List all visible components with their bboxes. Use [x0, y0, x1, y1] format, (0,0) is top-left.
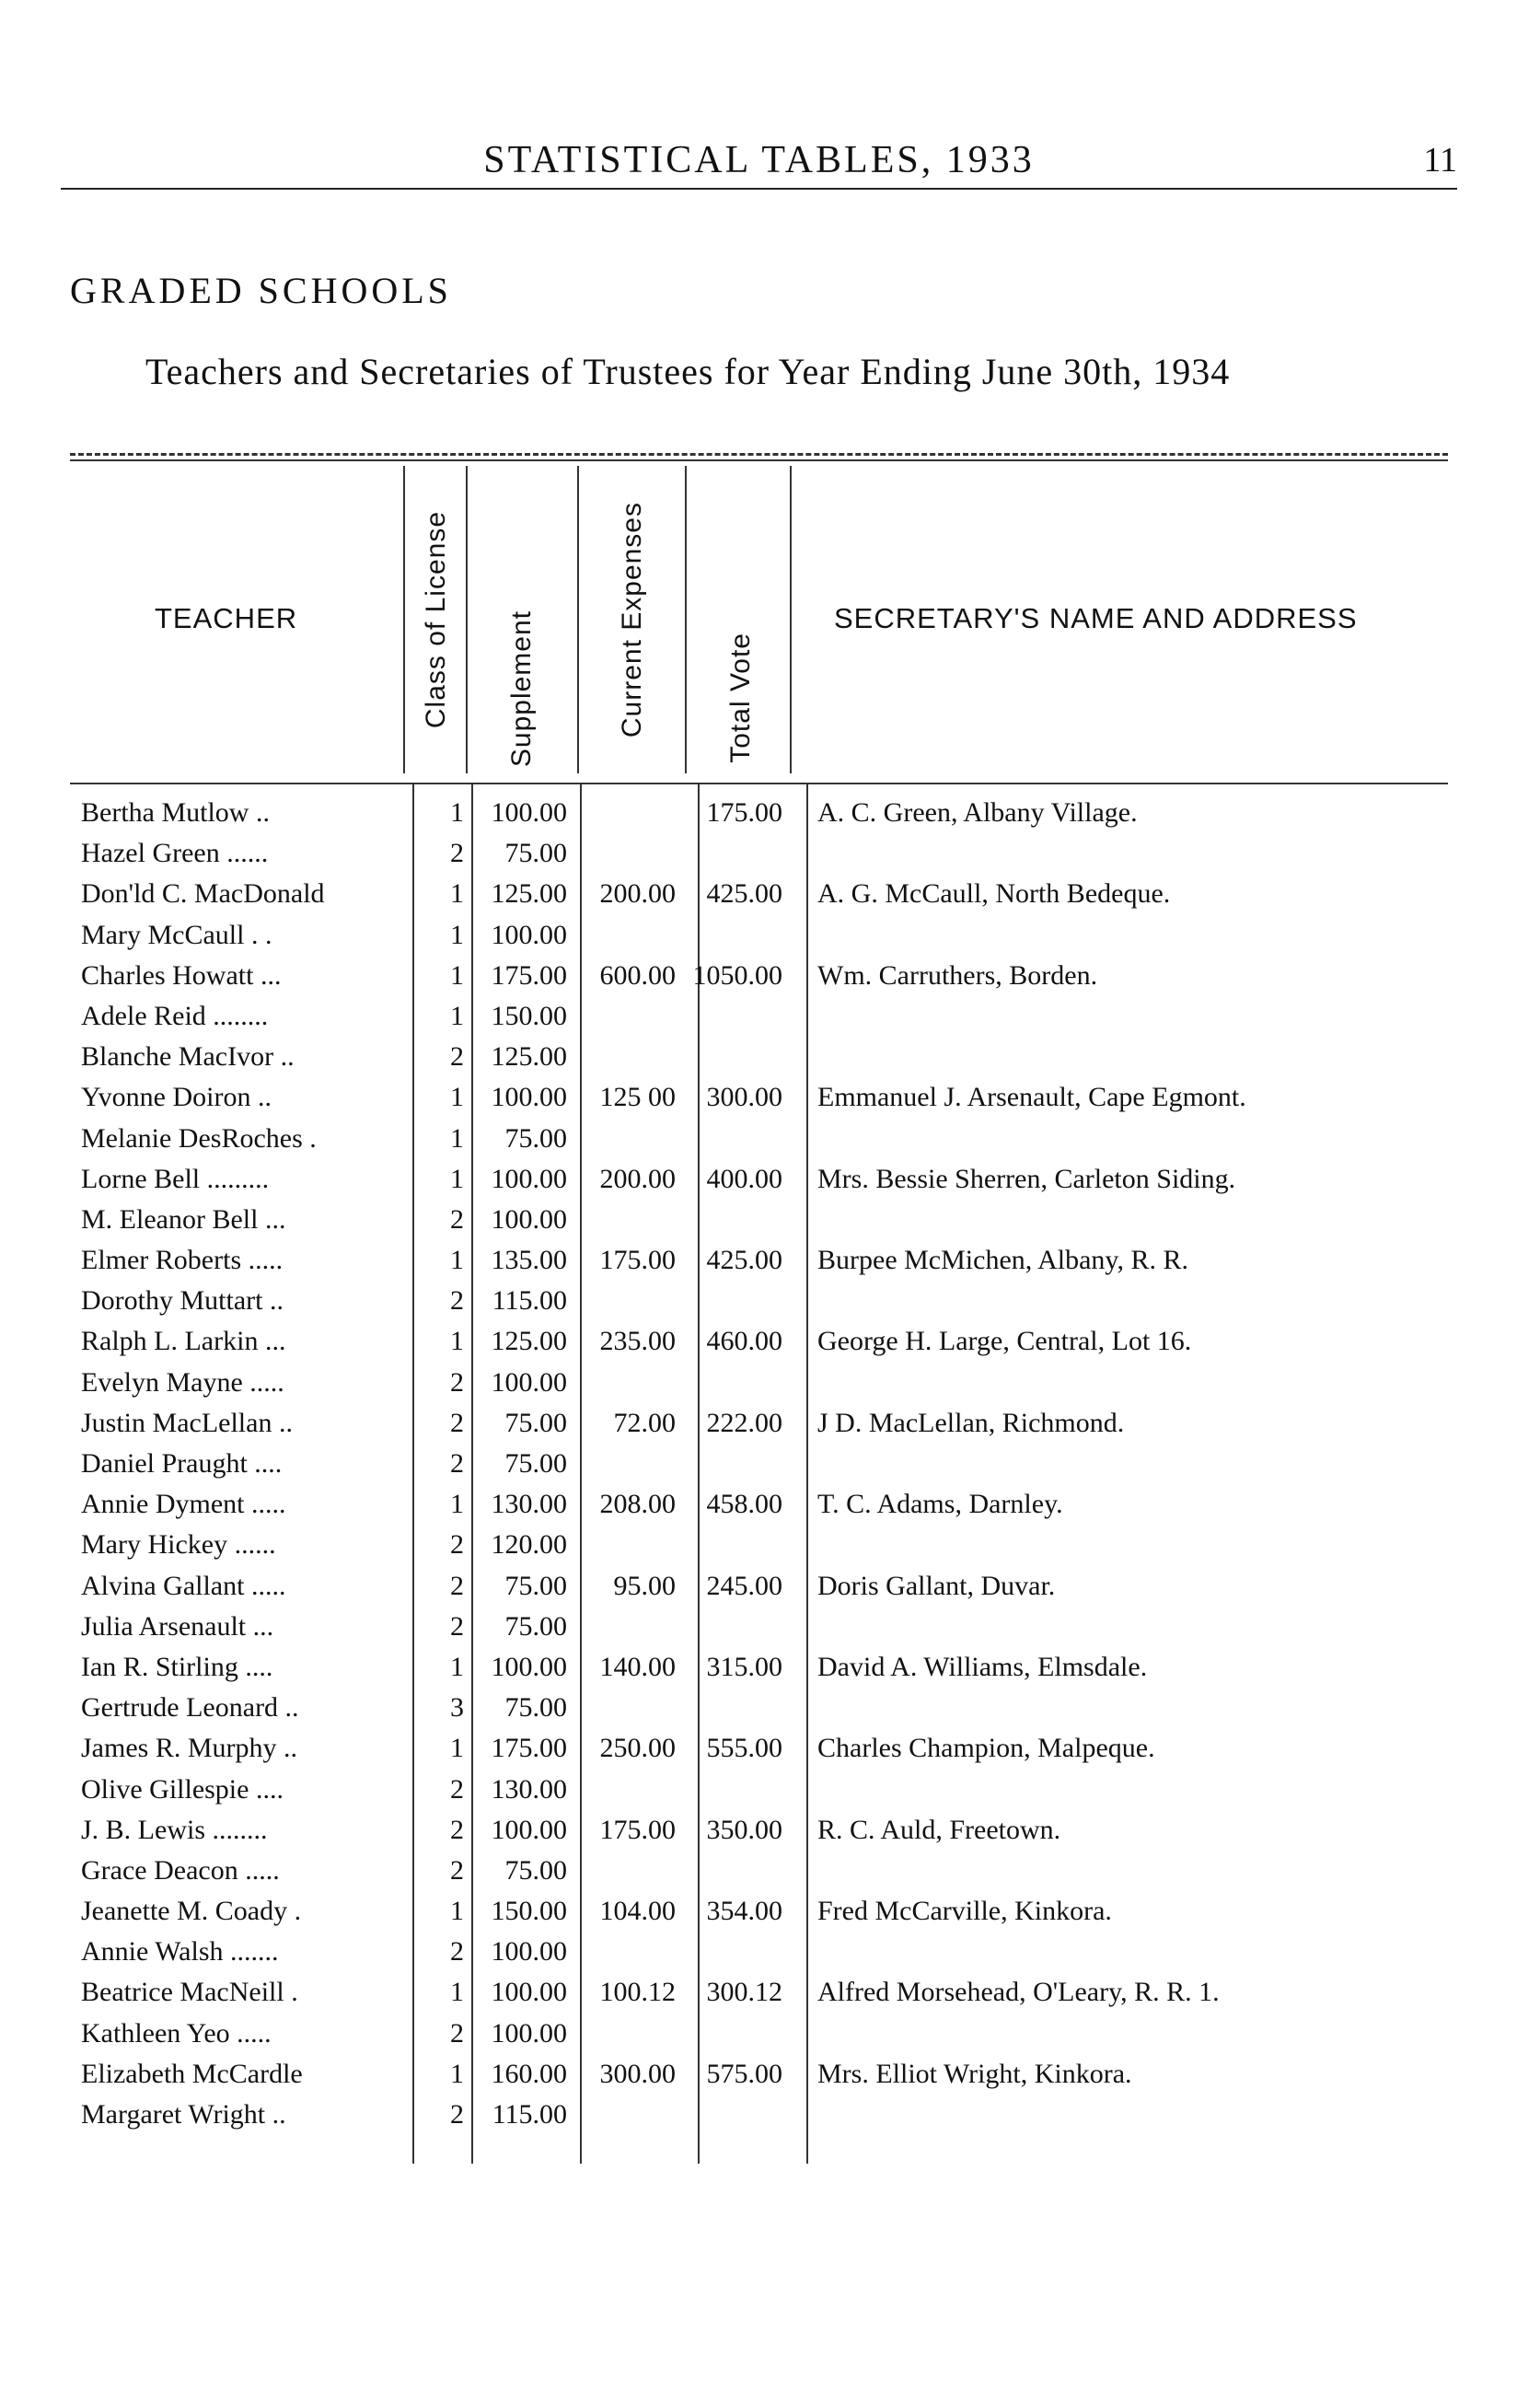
- cell-total-vote: 245.00: [706, 1570, 782, 1601]
- cell-total-vote: 460.00: [706, 1326, 782, 1357]
- cell-current-expenses: 125 00: [599, 1082, 676, 1113]
- cell-current-expenses: 250.00: [599, 1733, 676, 1764]
- column-header-supplement-wrap: [471, 466, 573, 773]
- cell-class: 1: [450, 1122, 464, 1154]
- cell-class: 2: [450, 838, 464, 869]
- cell-total-vote: 425.00: [706, 1245, 782, 1276]
- cell-teacher: Elizabeth McCardle: [81, 2058, 303, 2089]
- cell-supplement: 175.00: [491, 959, 567, 991]
- cell-class: 2: [450, 1041, 464, 1073]
- cell-teacher: Don'ld C. MacDonald: [81, 878, 325, 910]
- cell-supplement: 150.00: [491, 1896, 567, 1927]
- cell-supplement: 130.00: [491, 1773, 567, 1805]
- cell-teacher: Ian R. Stirling ....: [81, 1651, 273, 1682]
- table-row: [70, 1237, 1451, 1278]
- cell-teacher: Elmer Roberts .....: [81, 1245, 284, 1276]
- table-row: [70, 1034, 1451, 1074]
- cell-secretary: Burpee McMichen, Albany, R. R.: [817, 1245, 1188, 1276]
- table-row: [70, 1848, 1451, 1888]
- cell-supplement: 100.00: [491, 1366, 567, 1398]
- cell-current-expenses: 200.00: [599, 878, 676, 910]
- cell-supplement: 100.00: [491, 1082, 567, 1113]
- table-row: [70, 912, 1451, 953]
- table-subtitle: Teachers and Secretaries of Trustees for Year Ending June 30th, 1934: [145, 351, 1231, 392]
- table-row: [70, 1522, 1451, 1562]
- cell-teacher: Ralph L. Larkin ...: [81, 1326, 286, 1357]
- column-header-current-wrap: [582, 466, 683, 773]
- cell-class: 2: [450, 1529, 464, 1561]
- cell-total-vote: 300.12: [706, 1977, 782, 2008]
- cell-class: 2: [450, 1448, 464, 1479]
- cell-class: 1: [450, 797, 464, 828]
- cell-teacher: Alvina Gallant .....: [81, 1570, 286, 1601]
- cell-supplement: 100.00: [491, 1163, 567, 1194]
- cell-teacher: Mary Hickey ......: [81, 1529, 276, 1561]
- table-row: [70, 2011, 1451, 2051]
- cell-class: 2: [450, 2099, 464, 2130]
- cell-teacher: James R. Murphy ..: [81, 1733, 297, 1764]
- cell-supplement: 125.00: [491, 1041, 567, 1073]
- table-row: [70, 871, 1451, 911]
- table-row: [70, 1929, 1451, 1969]
- cell-secretary: J D. MacLellan, Richmond.: [817, 1407, 1125, 1438]
- cell-teacher: Olive Gillespie ....: [81, 1773, 284, 1805]
- cell-supplement: 125.00: [491, 878, 567, 910]
- cell-secretary: Mrs. Elliot Wright, Kinkora.: [817, 2058, 1132, 2089]
- column-divider: [466, 466, 468, 773]
- table-row: [70, 993, 1451, 1034]
- table-row: [70, 1197, 1451, 1237]
- cell-secretary: Fred McCarville, Kinkora.: [817, 1896, 1112, 1927]
- table-row: [70, 830, 1451, 871]
- cell-teacher: Daniel Praught ....: [81, 1448, 283, 1479]
- cell-total-vote: 555.00: [706, 1733, 782, 1764]
- table-row: [70, 1318, 1451, 1359]
- cell-supplement: 100.00: [491, 1977, 567, 2008]
- cell-current-expenses: 100.12: [599, 1977, 676, 2008]
- cell-teacher: Bertha Mutlow ..: [81, 797, 270, 828]
- table-row: [70, 1278, 1451, 1318]
- cell-supplement: 75.00: [504, 1448, 567, 1479]
- cell-supplement: 100.00: [491, 1814, 567, 1845]
- table-row: [70, 1563, 1451, 1604]
- cell-current-expenses: 600.00: [599, 959, 676, 991]
- column-header-supplement: Supplement: [506, 609, 537, 768]
- cell-current-expenses: 72.00: [613, 1407, 676, 1438]
- cell-total-vote: 222.00: [706, 1407, 782, 1438]
- cell-class: 1: [450, 1651, 464, 1682]
- cell-supplement: 120.00: [491, 1529, 567, 1561]
- cell-current-expenses: 175.00: [599, 1245, 676, 1276]
- cell-teacher: Hazel Green ......: [81, 838, 269, 869]
- table-body: [70, 790, 1451, 2132]
- table-row: [70, 2092, 1451, 2132]
- cell-secretary: A. C. Green, Albany Village.: [817, 797, 1138, 828]
- column-divider: [685, 466, 687, 773]
- cell-class: 1: [450, 1245, 464, 1276]
- page-number: 11: [1423, 141, 1457, 180]
- cell-current-expenses: 235.00: [599, 1326, 676, 1357]
- cell-supplement: 75.00: [504, 1692, 567, 1724]
- cell-teacher: Blanche MacIvor ..: [81, 1041, 295, 1073]
- table-row: [70, 1360, 1451, 1400]
- cell-teacher: Kathleen Yeo .....: [81, 2017, 272, 2049]
- table-row: [70, 953, 1451, 993]
- cell-secretary: Alfred Morsehead, O'Leary, R. R. 1.: [817, 1977, 1220, 2008]
- column-divider: [577, 466, 579, 773]
- table-row: [70, 1888, 1451, 1929]
- cell-teacher: Yvonne Doiron ..: [81, 1082, 272, 1113]
- cell-supplement: 150.00: [491, 1000, 567, 1031]
- cell-class: 2: [450, 1814, 464, 1845]
- cell-teacher: Annie Dyment .....: [81, 1489, 286, 1520]
- cell-class: 1: [450, 1326, 464, 1357]
- table-row: [70, 1074, 1451, 1115]
- header-bottom-rule: [70, 783, 1448, 784]
- table-row: [70, 1441, 1451, 1481]
- cell-teacher: Mary McCaull . .: [81, 919, 272, 950]
- cell-class: 2: [450, 1773, 464, 1805]
- table-column-headers: [70, 466, 1448, 773]
- cell-class: 2: [450, 1610, 464, 1642]
- cell-supplement: 100.00: [491, 1936, 567, 1968]
- cell-supplement: 100.00: [491, 1651, 567, 1682]
- table-row: [70, 2051, 1451, 2092]
- cell-class: 1: [450, 1733, 464, 1764]
- cell-teacher: Adele Reid ........: [81, 1000, 269, 1031]
- cell-class: 1: [450, 1489, 464, 1520]
- cell-teacher: Beatrice MacNeill .: [81, 1977, 298, 2008]
- cell-total-vote: 354.00: [706, 1896, 782, 1927]
- cell-teacher: Melanie DesRoches .: [81, 1122, 317, 1154]
- column-header-total-wrap: [690, 466, 792, 773]
- cell-class: 1: [450, 959, 464, 991]
- cell-teacher: Margaret Wright ..: [81, 2099, 286, 2130]
- cell-class: 2: [450, 2017, 464, 2049]
- cell-class: 1: [450, 1896, 464, 1927]
- section-title: GRADED SCHOOLS: [70, 270, 452, 311]
- cell-total-vote: 458.00: [706, 1489, 782, 1520]
- table-top-rule-dashed: [70, 453, 1448, 456]
- table-top-rule: [70, 459, 1448, 461]
- header-rule: [61, 188, 1457, 190]
- cell-supplement: 75.00: [504, 1122, 567, 1154]
- cell-supplement: 125.00: [491, 1326, 567, 1357]
- cell-total-vote: 425.00: [706, 878, 782, 910]
- table-row: [70, 1644, 1451, 1685]
- cell-secretary: David A. Williams, Elmsdale.: [817, 1651, 1148, 1682]
- cell-current-expenses: 95.00: [613, 1570, 676, 1601]
- cell-secretary: Wm. Carruthers, Borden.: [817, 959, 1098, 991]
- cell-supplement: 115.00: [492, 1285, 567, 1317]
- cell-current-expenses: 200.00: [599, 1163, 676, 1194]
- cell-supplement: 100.00: [491, 919, 567, 950]
- table-row: [70, 1156, 1451, 1197]
- cell-supplement: 100.00: [491, 2017, 567, 2049]
- cell-supplement: 175.00: [491, 1733, 567, 1764]
- table-row: [70, 1725, 1451, 1766]
- cell-supplement: 130.00: [491, 1489, 567, 1520]
- cell-supplement: 75.00: [504, 1570, 567, 1601]
- table-row: [70, 1807, 1451, 1848]
- cell-class: 2: [450, 1854, 464, 1886]
- cell-total-vote: 575.00: [706, 2058, 782, 2089]
- cell-supplement: 75.00: [504, 1407, 567, 1438]
- cell-teacher: M. Eleanor Bell ...: [81, 1203, 286, 1235]
- cell-class: 2: [450, 1203, 464, 1235]
- cell-supplement: 75.00: [504, 1854, 567, 1886]
- cell-class: 1: [450, 1082, 464, 1113]
- cell-total-vote: 400.00: [706, 1163, 782, 1194]
- column-header-secretary: SECRETARY'S NAME AND ADDRESS: [834, 602, 1358, 634]
- cell-teacher: Jeanette M. Coady .: [81, 1896, 302, 1927]
- cell-current-expenses: 208.00: [599, 1489, 676, 1520]
- table-row: [70, 1400, 1451, 1441]
- cell-total-vote: 300.00: [706, 1082, 782, 1113]
- cell-class: 2: [450, 1285, 464, 1317]
- cell-supplement: 135.00: [491, 1245, 567, 1276]
- cell-secretary: Emmanuel J. Arsenault, Cape Egmont.: [817, 1082, 1246, 1113]
- cell-teacher: J. B. Lewis ........: [81, 1814, 268, 1845]
- cell-current-expenses: 300.00: [599, 2058, 676, 2089]
- table-row: [70, 1685, 1451, 1725]
- cell-secretary: R. C. Auld, Freetown.: [817, 1814, 1061, 1845]
- cell-current-expenses: 140.00: [599, 1651, 676, 1682]
- column-header-teacher: TEACHER: [155, 602, 298, 634]
- cell-total-vote: 1050.00: [692, 959, 782, 991]
- cell-current-expenses: 104.00: [599, 1896, 676, 1927]
- cell-teacher: Grace Deacon .....: [81, 1854, 280, 1886]
- cell-teacher: Justin MacLellan ..: [81, 1407, 293, 1438]
- cell-teacher: Annie Walsh .......: [81, 1936, 279, 1968]
- cell-teacher: Evelyn Mayne .....: [81, 1366, 284, 1398]
- table-row: [70, 1767, 1451, 1807]
- cell-secretary: George H. Large, Central, Lot 16.: [817, 1326, 1192, 1357]
- cell-class: 2: [450, 1936, 464, 1968]
- cell-secretary: Mrs. Bessie Sherren, Carleton Siding.: [817, 1163, 1236, 1194]
- cell-total-vote: 175.00: [706, 797, 782, 828]
- column-header-class: Class of License: [421, 510, 451, 729]
- column-divider: [403, 466, 405, 773]
- cell-class: 1: [450, 2058, 464, 2089]
- cell-teacher: Dorothy Muttart ..: [81, 1285, 284, 1317]
- cell-supplement: 75.00: [504, 1610, 567, 1642]
- cell-class: 1: [450, 878, 464, 910]
- cell-supplement: 115.00: [492, 2099, 567, 2130]
- cell-teacher: Lorne Bell .........: [81, 1163, 270, 1194]
- column-divider: [790, 466, 792, 773]
- cell-class: 1: [450, 1163, 464, 1194]
- cell-secretary: T. C. Adams, Darnley.: [817, 1489, 1063, 1520]
- column-header-current-expenses: Current Expenses: [617, 501, 647, 738]
- cell-class: 2: [450, 1407, 464, 1438]
- column-header-class-wrap: [409, 466, 464, 773]
- cell-class: 2: [450, 1366, 464, 1398]
- table-row: [70, 1481, 1451, 1522]
- cell-teacher: Julia Arsenault ...: [81, 1610, 274, 1642]
- page-header-title: STATISTICAL TABLES, 1933: [483, 139, 1035, 181]
- table-row: [70, 1116, 1451, 1156]
- running-head: [61, 138, 1457, 192]
- cell-teacher: Charles Howatt ...: [81, 959, 282, 991]
- cell-class: 1: [450, 1000, 464, 1031]
- cell-secretary: Doris Gallant, Duvar.: [817, 1570, 1056, 1601]
- cell-teacher: Gertrude Leonard ..: [81, 1692, 299, 1724]
- cell-supplement: 100.00: [491, 1203, 567, 1235]
- cell-class: 2: [450, 1570, 464, 1601]
- cell-total-vote: 315.00: [706, 1651, 782, 1682]
- table-row: [70, 790, 1451, 830]
- cell-secretary: Charles Champion, Malpeque.: [817, 1733, 1155, 1764]
- cell-total-vote: 350.00: [706, 1814, 782, 1845]
- cell-class: 1: [450, 919, 464, 950]
- cell-class: 3: [450, 1692, 464, 1724]
- column-header-total-vote: Total Vote: [725, 633, 756, 763]
- cell-class: 1: [450, 1977, 464, 2008]
- cell-supplement: 100.00: [491, 797, 567, 828]
- cell-secretary: A. G. McCaull, North Bedeque.: [817, 878, 1171, 910]
- table-row: [70, 1604, 1451, 1644]
- table-row: [70, 1969, 1451, 2010]
- cell-supplement: 75.00: [504, 838, 567, 869]
- cell-current-expenses: 175.00: [599, 1814, 676, 1845]
- cell-supplement: 160.00: [491, 2058, 567, 2089]
